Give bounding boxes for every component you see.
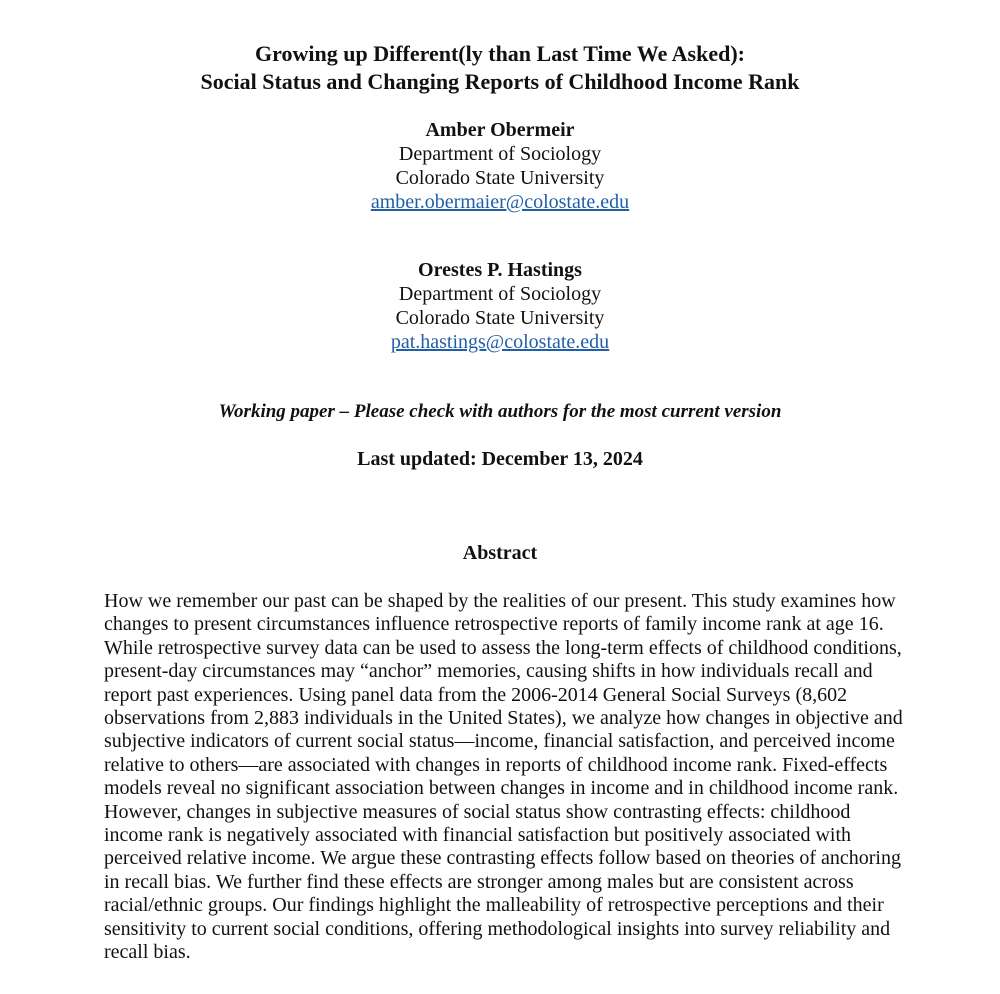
author-email-link[interactable]: pat.hastings@colostate.edu bbox=[390, 331, 610, 353]
author-name: Orestes P. Hastings bbox=[418, 259, 582, 281]
author-email-link[interactable]: amber.obermaier@colostate.edu bbox=[370, 191, 630, 213]
abstract-heading: Abstract bbox=[462, 542, 538, 564]
author-department: Department of Sociology bbox=[398, 143, 602, 165]
title-line-1: Growing up Different(ly than Last Time We Asked): bbox=[255, 41, 745, 66]
last-updated: Last updated: December 13, 2024 bbox=[357, 448, 643, 470]
author-block-1 bbox=[0, 118, 1000, 214]
paper-title bbox=[0, 40, 1000, 96]
author-university: Colorado State University bbox=[395, 167, 605, 189]
author-department: Department of Sociology bbox=[398, 283, 602, 305]
working-paper-note: Working paper – Please check with authors for the most current version bbox=[218, 401, 782, 422]
author-university: Colorado State University bbox=[395, 307, 605, 329]
author-name: Amber Obermeir bbox=[425, 119, 575, 141]
author-block-2 bbox=[0, 258, 1000, 354]
title-line-2: Social Status and Changing Reports of Childhood Income Rank bbox=[200, 69, 800, 94]
abstract-text: How we remember our past can be shaped by the realities of our present. This study examines how changes to present circumstances influence retrospective reports of family income rank at age 16. While retrospective survey data can be used to assess the long-term effects of childhood conditions, present-day circumstances may “anchor” memories, causing shifts in how individuals recall and report past experiences. Using panel data from the 2006-2014 General Social Surveys (8,602 observations from 2,883 individuals in the United States), we analyze how changes in objective and subjective indicators of current social status—income, financial satisfaction, and perceived income relative to others—are associated with changes in reports of childhood income rank. Fixed-effects models reveal no significant association between changes in income and in childhood income rank. However, changes in subjective measures of social status show contrasting effects: childhood income rank is negatively associated with financial satisfaction but positively associated with perceived relative income. We argue these contrasting effects follow based on theories of anchoring in recall bias. We further find these effects are stronger among males but are consistent across racial/ethnic groups. Our findings highlight the malleability of retrospective perceptions and their sensitivity to current social conditions, offering methodological insights into survey reliability and recall bias. bbox=[104, 590, 903, 964]
